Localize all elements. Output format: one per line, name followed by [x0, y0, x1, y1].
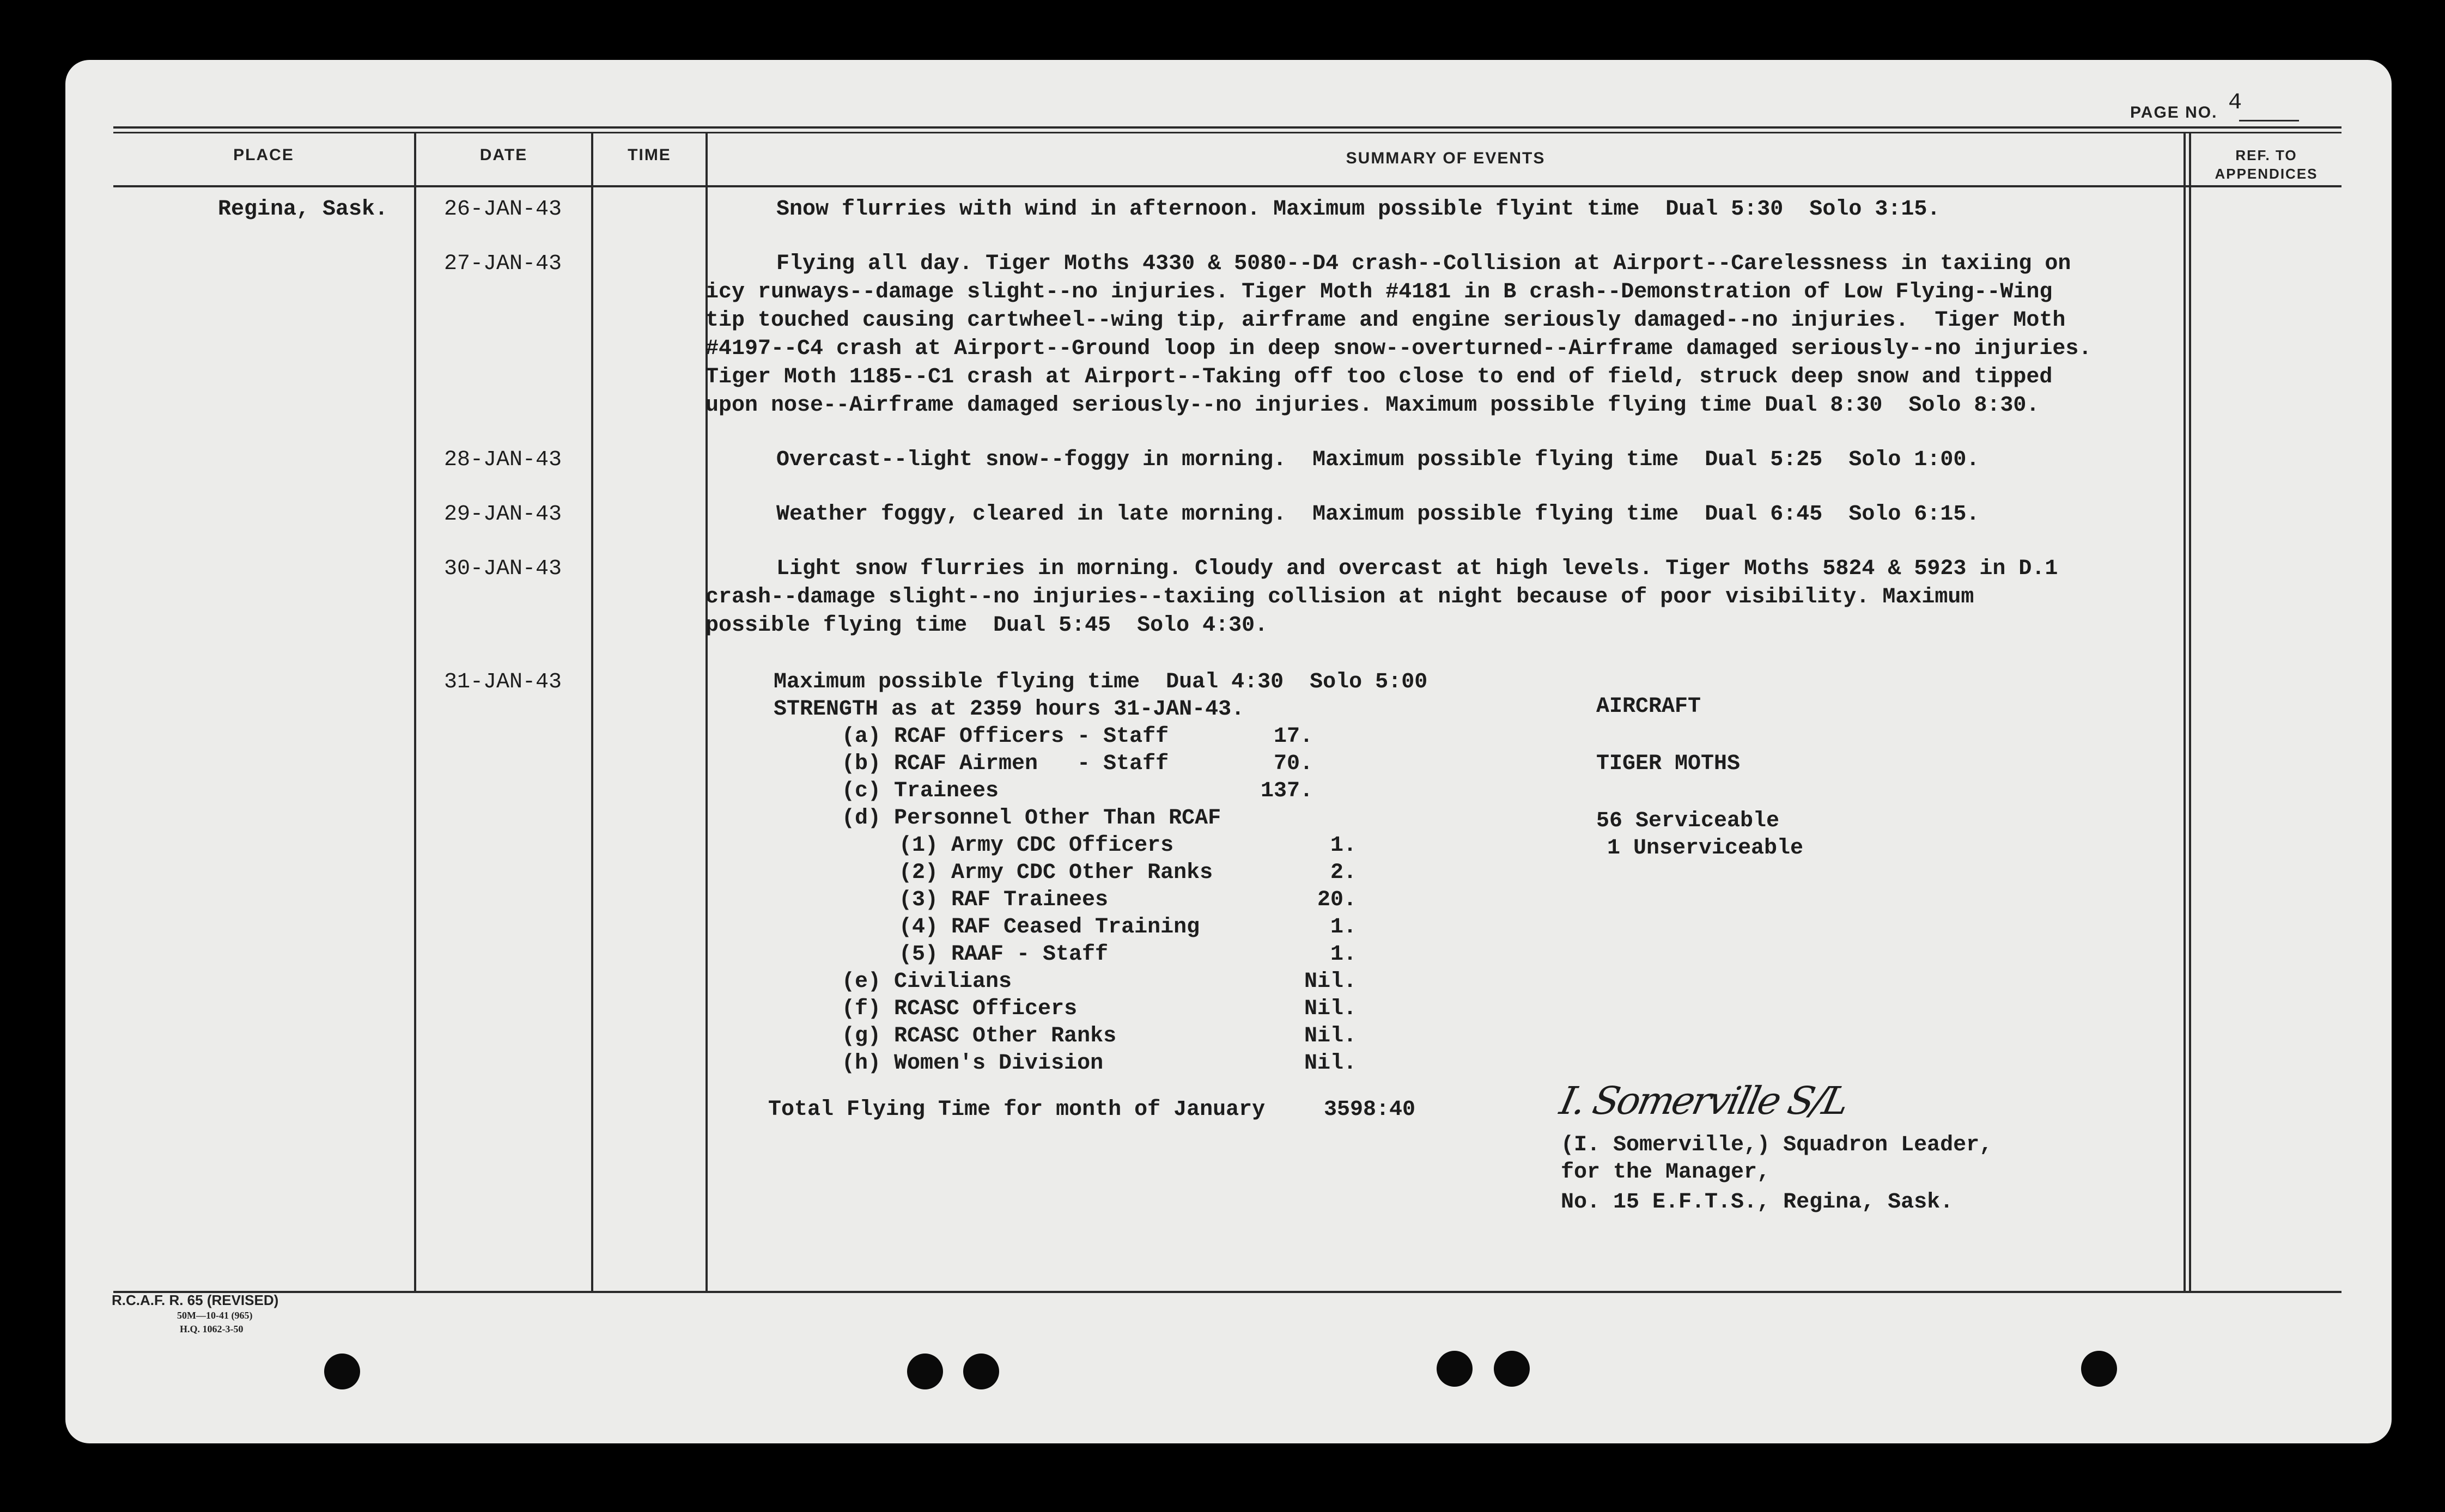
- summary-line: possible flying time Dual 5:45 Solo 4:30.: [705, 613, 1268, 638]
- header-summary: SUMMARY OF EVENTS: [1346, 149, 1546, 167]
- col-line-place: [414, 132, 416, 1292]
- aircraft-serviceable: 56 Serviceable: [1596, 809, 1780, 833]
- aircraft-type: TIGER MOTHS: [1596, 752, 1741, 776]
- header-ref-1: REF. TO: [2235, 147, 2297, 163]
- summary-line: Tiger Moth 1185--C1 crash at Airport--Taking off too close to end of field, struck deep snow and tipped: [705, 365, 2053, 389]
- date-cell: 27-JAN-43: [444, 252, 562, 276]
- punch-hole: [1437, 1351, 1473, 1387]
- strength-item-value: Nil.: [1304, 1051, 1357, 1076]
- signature-line: for the Manager,: [1561, 1160, 1771, 1185]
- signature-text: I. Somerville S/L: [1556, 1078, 1851, 1123]
- col-line-summary-2: [2189, 132, 2191, 1292]
- date-cell: 31-JAN-43: [444, 670, 562, 694]
- strength-item-value: 1.: [1330, 915, 1357, 940]
- strength-item-value: Nil.: [1304, 1024, 1357, 1048]
- strength-item-value: 20.: [1317, 888, 1357, 912]
- header-date: DATE: [479, 146, 528, 164]
- aircraft-heading: AIRCRAFT: [1596, 694, 1701, 719]
- header-ref-2: APPENDICES: [2215, 166, 2318, 182]
- strength-subitem-label: (2) Army CDC Other Ranks: [899, 861, 1213, 885]
- summary-line: Light snow flurries in morning. Cloudy and overcast at high levels. Tiger Moths 5824 & 5923 in D.1: [776, 557, 2058, 581]
- strength-item-value: 137.: [1260, 779, 1313, 803]
- summary-line: Weather foggy, cleared in late morning. Maximum possible flying time Dual 6:45 Solo 6:15.: [776, 502, 1980, 527]
- strength-item-value: Nil.: [1304, 970, 1357, 994]
- summary-line: Overcast--light snow--foggy in morning. Maximum possible flying time Dual 5:25 Solo 1:00.: [776, 448, 1980, 472]
- summary-line: Flying all day. Tiger Moths 4330 & 5080--D4 crash--Collision at Airport--Carelessness in taxiing on: [776, 252, 2071, 276]
- max-flying-line: Maximum possible flying time Dual 4:30 Solo 5:00: [774, 670, 1428, 694]
- punch-hole: [1494, 1351, 1530, 1387]
- punch-hole: [324, 1354, 360, 1389]
- header-time: TIME: [628, 146, 671, 164]
- punch-hole: [2081, 1351, 2117, 1387]
- strength-item-value: 70.: [1273, 752, 1313, 776]
- place-cell: Regina, Sask.: [218, 197, 388, 222]
- header-rule: [113, 185, 2341, 187]
- strength-item-value: 2.: [1330, 861, 1357, 885]
- date-cell: 28-JAN-43: [444, 448, 562, 472]
- signature-line: (I. Somerville,) Squadron Leader,: [1561, 1133, 1993, 1157]
- bottom-rule: [113, 1291, 2341, 1293]
- strength-subitem-label: (1) Army CDC Officers: [899, 833, 1174, 858]
- strength-item-value: 1.: [1330, 942, 1357, 967]
- total-flying-value: 3598:40: [1324, 1098, 1416, 1122]
- punch-hole: [907, 1354, 943, 1389]
- punch-hole: [963, 1354, 999, 1389]
- page-no-label: PAGE NO.: [2130, 103, 2218, 121]
- col-line-summary: [2184, 132, 2186, 1292]
- summary-line: crash--damage slight--no injuries--taxiing collision at night because of poor visibility. Maximum: [705, 585, 1974, 609]
- signature-line: No. 15 E.F.T.S., Regina, Sask.: [1561, 1190, 1954, 1215]
- strength-subitem-label: (5) RAAF - Staff: [899, 942, 1109, 967]
- signature: [1556, 1078, 1851, 1123]
- strength-item-label: (f) RCASC Officers: [842, 997, 1078, 1021]
- page-no-underline: [2239, 120, 2299, 121]
- col-line-date: [591, 132, 593, 1292]
- strength-item-value: 17.: [1273, 724, 1313, 749]
- form-number: R.C.A.F. R. 65 (REVISED): [112, 1292, 279, 1308]
- strength-item-label: (d) Personnel Other Than RCAF: [842, 806, 1221, 831]
- strength-item-label: (h) Women's Division: [842, 1051, 1104, 1076]
- header-place: PLACE: [233, 146, 294, 164]
- form-print-code: 50M—10-41 (965): [177, 1310, 253, 1321]
- strength-item-label: (e) Civilians: [842, 970, 1012, 994]
- top-rule-1: [113, 126, 2341, 129]
- summary-line: #4197--C4 crash at Airport--Ground loop in deep snow--overturned--Airframe damaged seriously--no injuries.: [705, 337, 2092, 361]
- strength-item-value: 1.: [1330, 833, 1357, 858]
- top-rule-2: [113, 132, 2341, 133]
- date-cell: 30-JAN-43: [444, 557, 562, 581]
- strength-item-label: (a) RCAF Officers - Staff: [842, 724, 1169, 749]
- summary-line: Snow flurries with wind in afternoon. Maximum possible flyint time Dual 5:30 Solo 3:15.: [776, 197, 1941, 222]
- strength-item-value: Nil.: [1304, 997, 1357, 1021]
- total-flying-label: Total Flying Time for month of January: [768, 1098, 1266, 1122]
- aircraft-unserviceable: 1 Unserviceable: [1607, 836, 1804, 861]
- summary-line: icy runways--damage slight--no injuries. Tiger Moth #4181 in B crash--Demonstration of Low Flying--Wing: [705, 280, 2053, 304]
- form-hq-code: H.Q. 1062-3-50: [180, 1324, 244, 1334]
- summary-line: upon nose--Airframe damaged seriously--no injuries. Maximum possible flying time Dual 8:30 Solo 8:30.: [705, 393, 2040, 418]
- strength-item-label: (c) Trainees: [842, 779, 999, 803]
- col-line-time: [705, 132, 708, 1292]
- date-cell: 26-JAN-43: [444, 197, 562, 222]
- page-no-value: 4: [2228, 89, 2242, 115]
- strength-line: STRENGTH as at 2359 hours 31-JAN-43.: [774, 697, 1245, 722]
- strength-item-label: (g) RCASC Other Ranks: [842, 1024, 1117, 1048]
- date-cell: 29-JAN-43: [444, 502, 562, 527]
- summary-line: tip touched causing cartwheel--wing tip, airframe and engine seriously damaged--no injuries. Tiger Moth: [705, 308, 2066, 333]
- strength-item-label: (b) RCAF Airmen - Staff: [842, 752, 1169, 776]
- strength-subitem-label: (4) RAF Ceased Training: [899, 915, 1200, 940]
- strength-subitem-label: (3) RAF Trainees: [899, 888, 1109, 912]
- record-card: [65, 60, 2392, 1443]
